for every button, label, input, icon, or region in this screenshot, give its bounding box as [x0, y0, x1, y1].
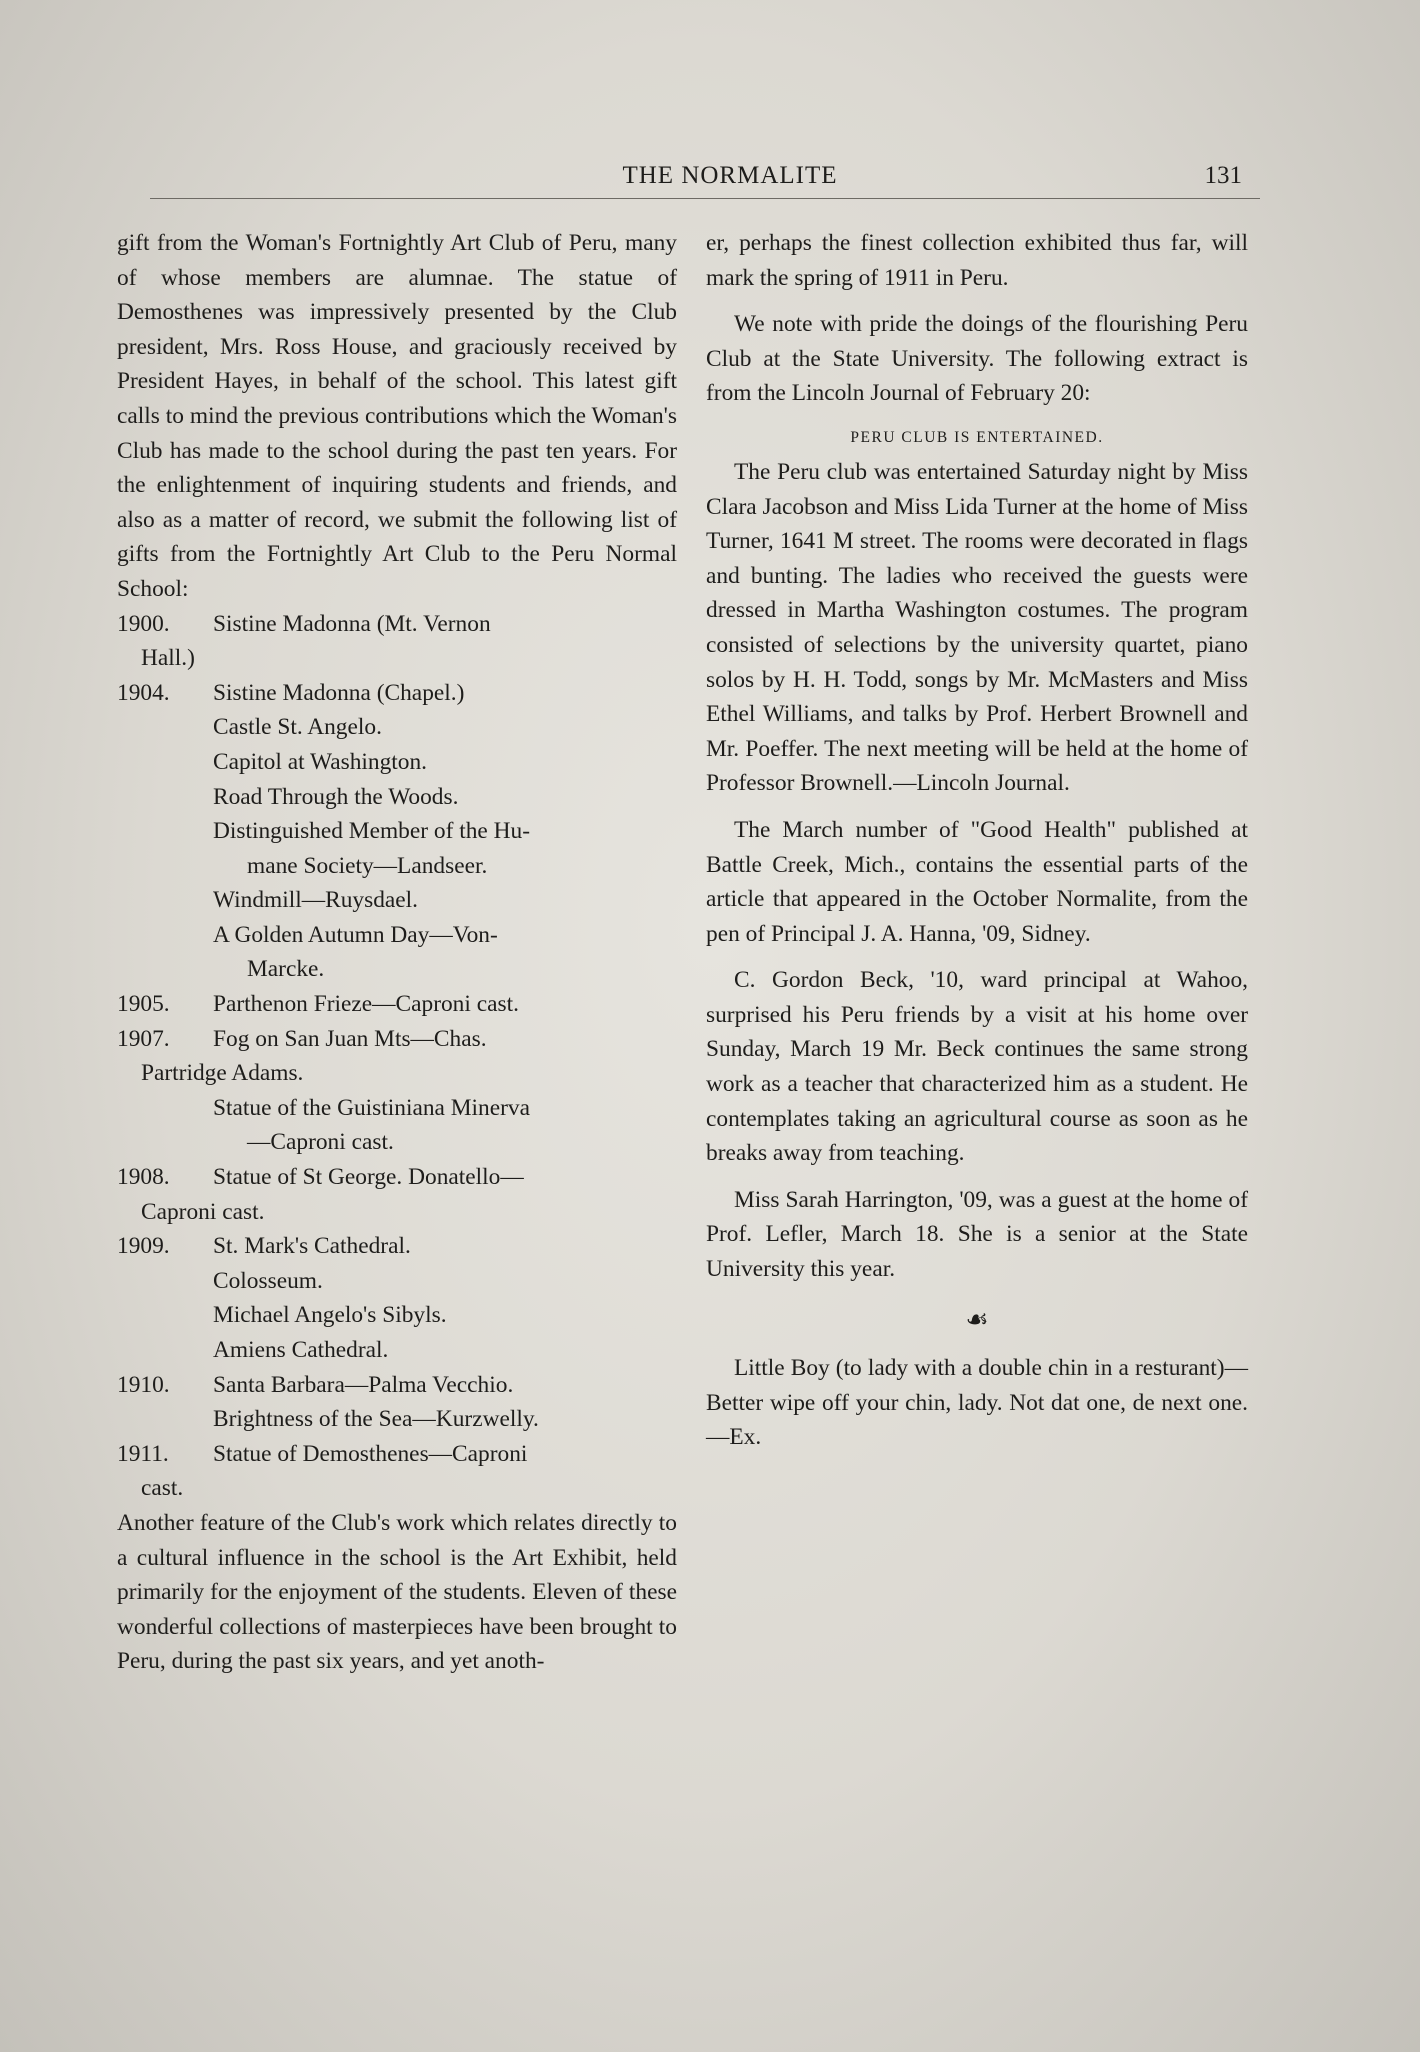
gift-year: 1904. [117, 679, 170, 706]
art-exhibit-paragraph: Another feature of the Club's work which relates directly to a cultural influence in the school is the Art Exhibit, held primarily for the enjoyment of the students. Eleven of these wonderful collections of masterpieces have been brought to Peru, during the past six years, and yet anoth- [117, 1509, 677, 1675]
gift-item: Michael Angelo's Sibyls. [213, 1302, 447, 1329]
running-title: THE NORMALITE [622, 162, 838, 189]
beck-paragraph: C. Gordon Beck, '10, ward principal at Wahoo, surprised his Peru friends by a visit at his home over Sunday, March 19 Mr. Beck continues the same strong work as a teacher that characterized him as a student. He contemplates taking an agricultural course as soon as he breaks away from teaching. [706, 967, 1248, 1167]
gift-year: 1900. [117, 610, 170, 637]
gift-item: Parthenon Frieze—Caproni cast. [213, 991, 519, 1018]
gift-item: Sistine Madonna (Mt. Vernon [213, 610, 491, 637]
gift-item: Santa Barbara—Palma Vecchio. [213, 1371, 514, 1398]
gift-item-continued: —Caproni cast. [247, 1129, 394, 1156]
harrington-paragraph: Miss Sarah Harrington, '09, was a guest at the home of Prof. Lefler, March 18. She is a senior at the State University this year. [706, 1186, 1248, 1283]
page-header [150, 162, 1260, 198]
gift-year: 1908. [117, 1164, 170, 1191]
gift-year: 1911. [117, 1440, 169, 1467]
page-number: 131 [1204, 162, 1242, 189]
gift-item: Castle St. Angelo. [213, 714, 382, 741]
gift-item: Colosseum. [213, 1267, 323, 1294]
gift-year: 1907. [117, 1025, 170, 1052]
gift-year: 1909. [117, 1233, 170, 1260]
header-rule [150, 198, 1260, 199]
gift-item-continued: Marcke. [247, 956, 325, 983]
gift-entry-1907 [117, 1022, 677, 1160]
gift-item: Statue of the Guistiniana Minerva [213, 1094, 530, 1121]
gift-item: Road Through the Woods. [213, 783, 459, 810]
gift-item: Statue of St George. Donatello— [213, 1164, 524, 1191]
gift-year: 1910. [117, 1371, 170, 1398]
intro-paragraph: gift from the Woman's Fortnightly Art Club of Peru, many of whose members are alumnae. The statue of Demosthenes was impressively presented by the Club president, Mrs. Ross House, and graciously received by President Hayes, in behalf of the school. This latest gift calls to mind the previous contributions which the Woman's Club has made to the school during the past ten years. For the enlightenment of inquiring students and friends, and also as a matter of record, we submit the following list of gifts from the Fortnightly Art Club to the Peru Normal School: [117, 230, 677, 602]
article-body: The Peru club was entertained Saturday night by Miss Clara Jacobson and Miss Lida Turner at the home of Miss Turner, 1641 M street. The rooms were decorated in flags and bunting. The ladies who received the guests were dressed in Martha Washington costumes. The program consisted of selections by the university quartet, piano solos by H. H. Todd, songs by Mr. McMasters and Miss Ethel Williams, and talks by Prof. Herbert Brownell and Mr. Poeffer. The next meeting will be held at the home of Professor Brownell.—Lincoln Journal. [706, 458, 1248, 797]
left-column [117, 226, 677, 1679]
ornament-icon: ☙ [965, 1304, 989, 1334]
gift-entry-1904 [117, 676, 677, 987]
right-column [706, 226, 1248, 1455]
gift-year: 1905. [117, 991, 170, 1018]
gift-item: Capitol at Washington. [213, 748, 428, 775]
gift-item: St. Mark's Cathedral. [213, 1233, 411, 1260]
joke-paragraph: Little Boy (to lady with a double chin in a resturant)—Better wipe off your chin, lady. Not dat one, de next one.—Ex. [706, 1355, 1248, 1451]
gift-item: Fog on San Juan Mts—Chas. [213, 1025, 487, 1052]
gift-item: Brightness of the Sea—Kurzwelly. [213, 1406, 539, 1433]
gift-item-continued: Caproni cast. [141, 1198, 265, 1225]
gift-item: Sistine Madonna (Chapel.) [213, 679, 465, 706]
continuation-paragraph: er, perhaps the finest collection exhibited thus far, will mark the spring of 1911 in Peru. [706, 230, 1248, 291]
gift-entry-1911 [117, 1437, 677, 1506]
gift-entry-1905 [117, 987, 677, 1022]
gift-item-continued: mane Society—Landseer. [247, 852, 488, 879]
gift-item-continued: cast. [141, 1475, 184, 1502]
gift-item: A Golden Autumn Day—Von- [213, 921, 498, 948]
peru-club-intro: We note with pride the doings of the flourishing Peru Club at the State University. The following extract is from the Lincoln Journal of February 20: [706, 311, 1248, 407]
article-headline: PERU CLUB IS ENTERTAINED. [850, 428, 1104, 446]
gift-list [117, 607, 677, 1506]
gift-item-continued: Partridge Adams. [141, 1060, 304, 1087]
good-health-paragraph: The March number of "Good Health" published at Battle Creek, Mich., contains the essential parts of the article that appeared in the October Normalite, from the pen of Principal J. A. Hanna, '09, Sidney. [706, 816, 1248, 947]
gift-entry-1910 [117, 1368, 677, 1437]
gift-entry-1900 [117, 607, 677, 676]
gift-entry-1909 [117, 1229, 677, 1367]
gift-item: Windmill—Ruysdael. [213, 887, 419, 914]
gift-item: Distinguished Member of the Hu- [213, 818, 531, 845]
gift-item-continued: Hall.) [141, 645, 195, 672]
gift-item: Amiens Cathedral. [213, 1337, 389, 1363]
gift-item: Statue of Demosthenes—Caproni [213, 1440, 528, 1467]
gift-entry-1908 [117, 1160, 677, 1229]
